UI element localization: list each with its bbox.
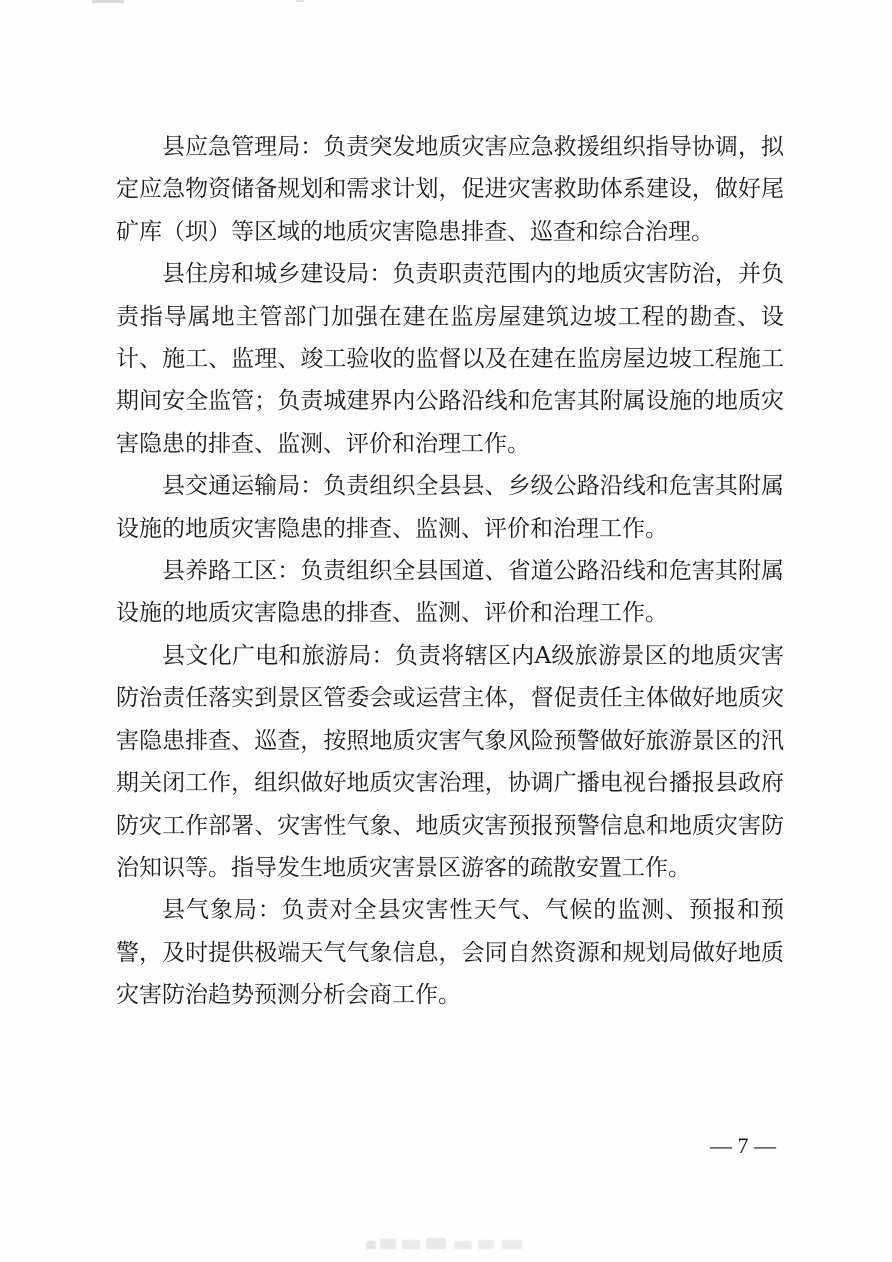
paragraph-housing-urban-rural-bureau: 县住房和城乡建设局：负责职责范围内的地质灾害防治，并负责指导属地主管部门加强在建在监房屋建筑边坡工程的勘查、设计、施工、监理、竣工验收的监督以及在建在监房屋边坡工程施工期间安全监管；负责城建界内公路沿线和危害其附属设施的地质灾害隐患的排查、监测、评价和治理工作。 [116,261,784,457]
paragraph-meteorological-bureau: 县气象局：负责对全县灾害性天气、气候的监测、预报和预警，及时提供极端天气气象信息，会同自然资源和规划局做好地质灾害防治趋势预测分析会商工作。 [116,897,784,1009]
bleed-through-text [366,1236,538,1254]
paragraph-emergency-management-bureau: 县应急管理局：负责突发地质灾害应急救援组织指导协调，拟定应急物资储备规划和需求计划，促进灾害救助体系建设，做好尾矿库（坝）等区域的地质灾害隐患排查、巡查和综合治理。 [116,134,784,245]
page-number: — 7 — [710,1133,776,1158]
scan-edge-mark [92,0,124,3]
paragraph-road-maintenance-district: 县养路工区：负责组织全县国道、省道公路沿线和危害其附属设施的地质灾害隐患的排查、监测、评价和治理工作。 [116,558,784,627]
document-body [116,126,784,1017]
scan-edge-mark [296,0,304,2]
paragraph-transportation-bureau: 县交通运输局：负责组织全县县、乡级公路沿线和危害其附属设施的地质灾害隐患的排查、监测、评价和治理工作。 [116,473,784,542]
paragraph-culture-tourism-bureau: 县文化广电和旅游局：负责将辖区内A级旅游景区的地质灾害防治责任落实到景区管委会或运营主体，督促责任主体做好地质灾害隐患排查、巡查，按照地质灾害气象风险预警做好旅游景区的汛期关闭工作，组织做好地质灾害治理，协调广播电视台播报县政府防灾工作部署、灾害性气象、地质灾害预报预警信息和地质灾害防治知识等。指导发生地质灾害景区游客的疏散安置工作。 [116,642,784,881]
